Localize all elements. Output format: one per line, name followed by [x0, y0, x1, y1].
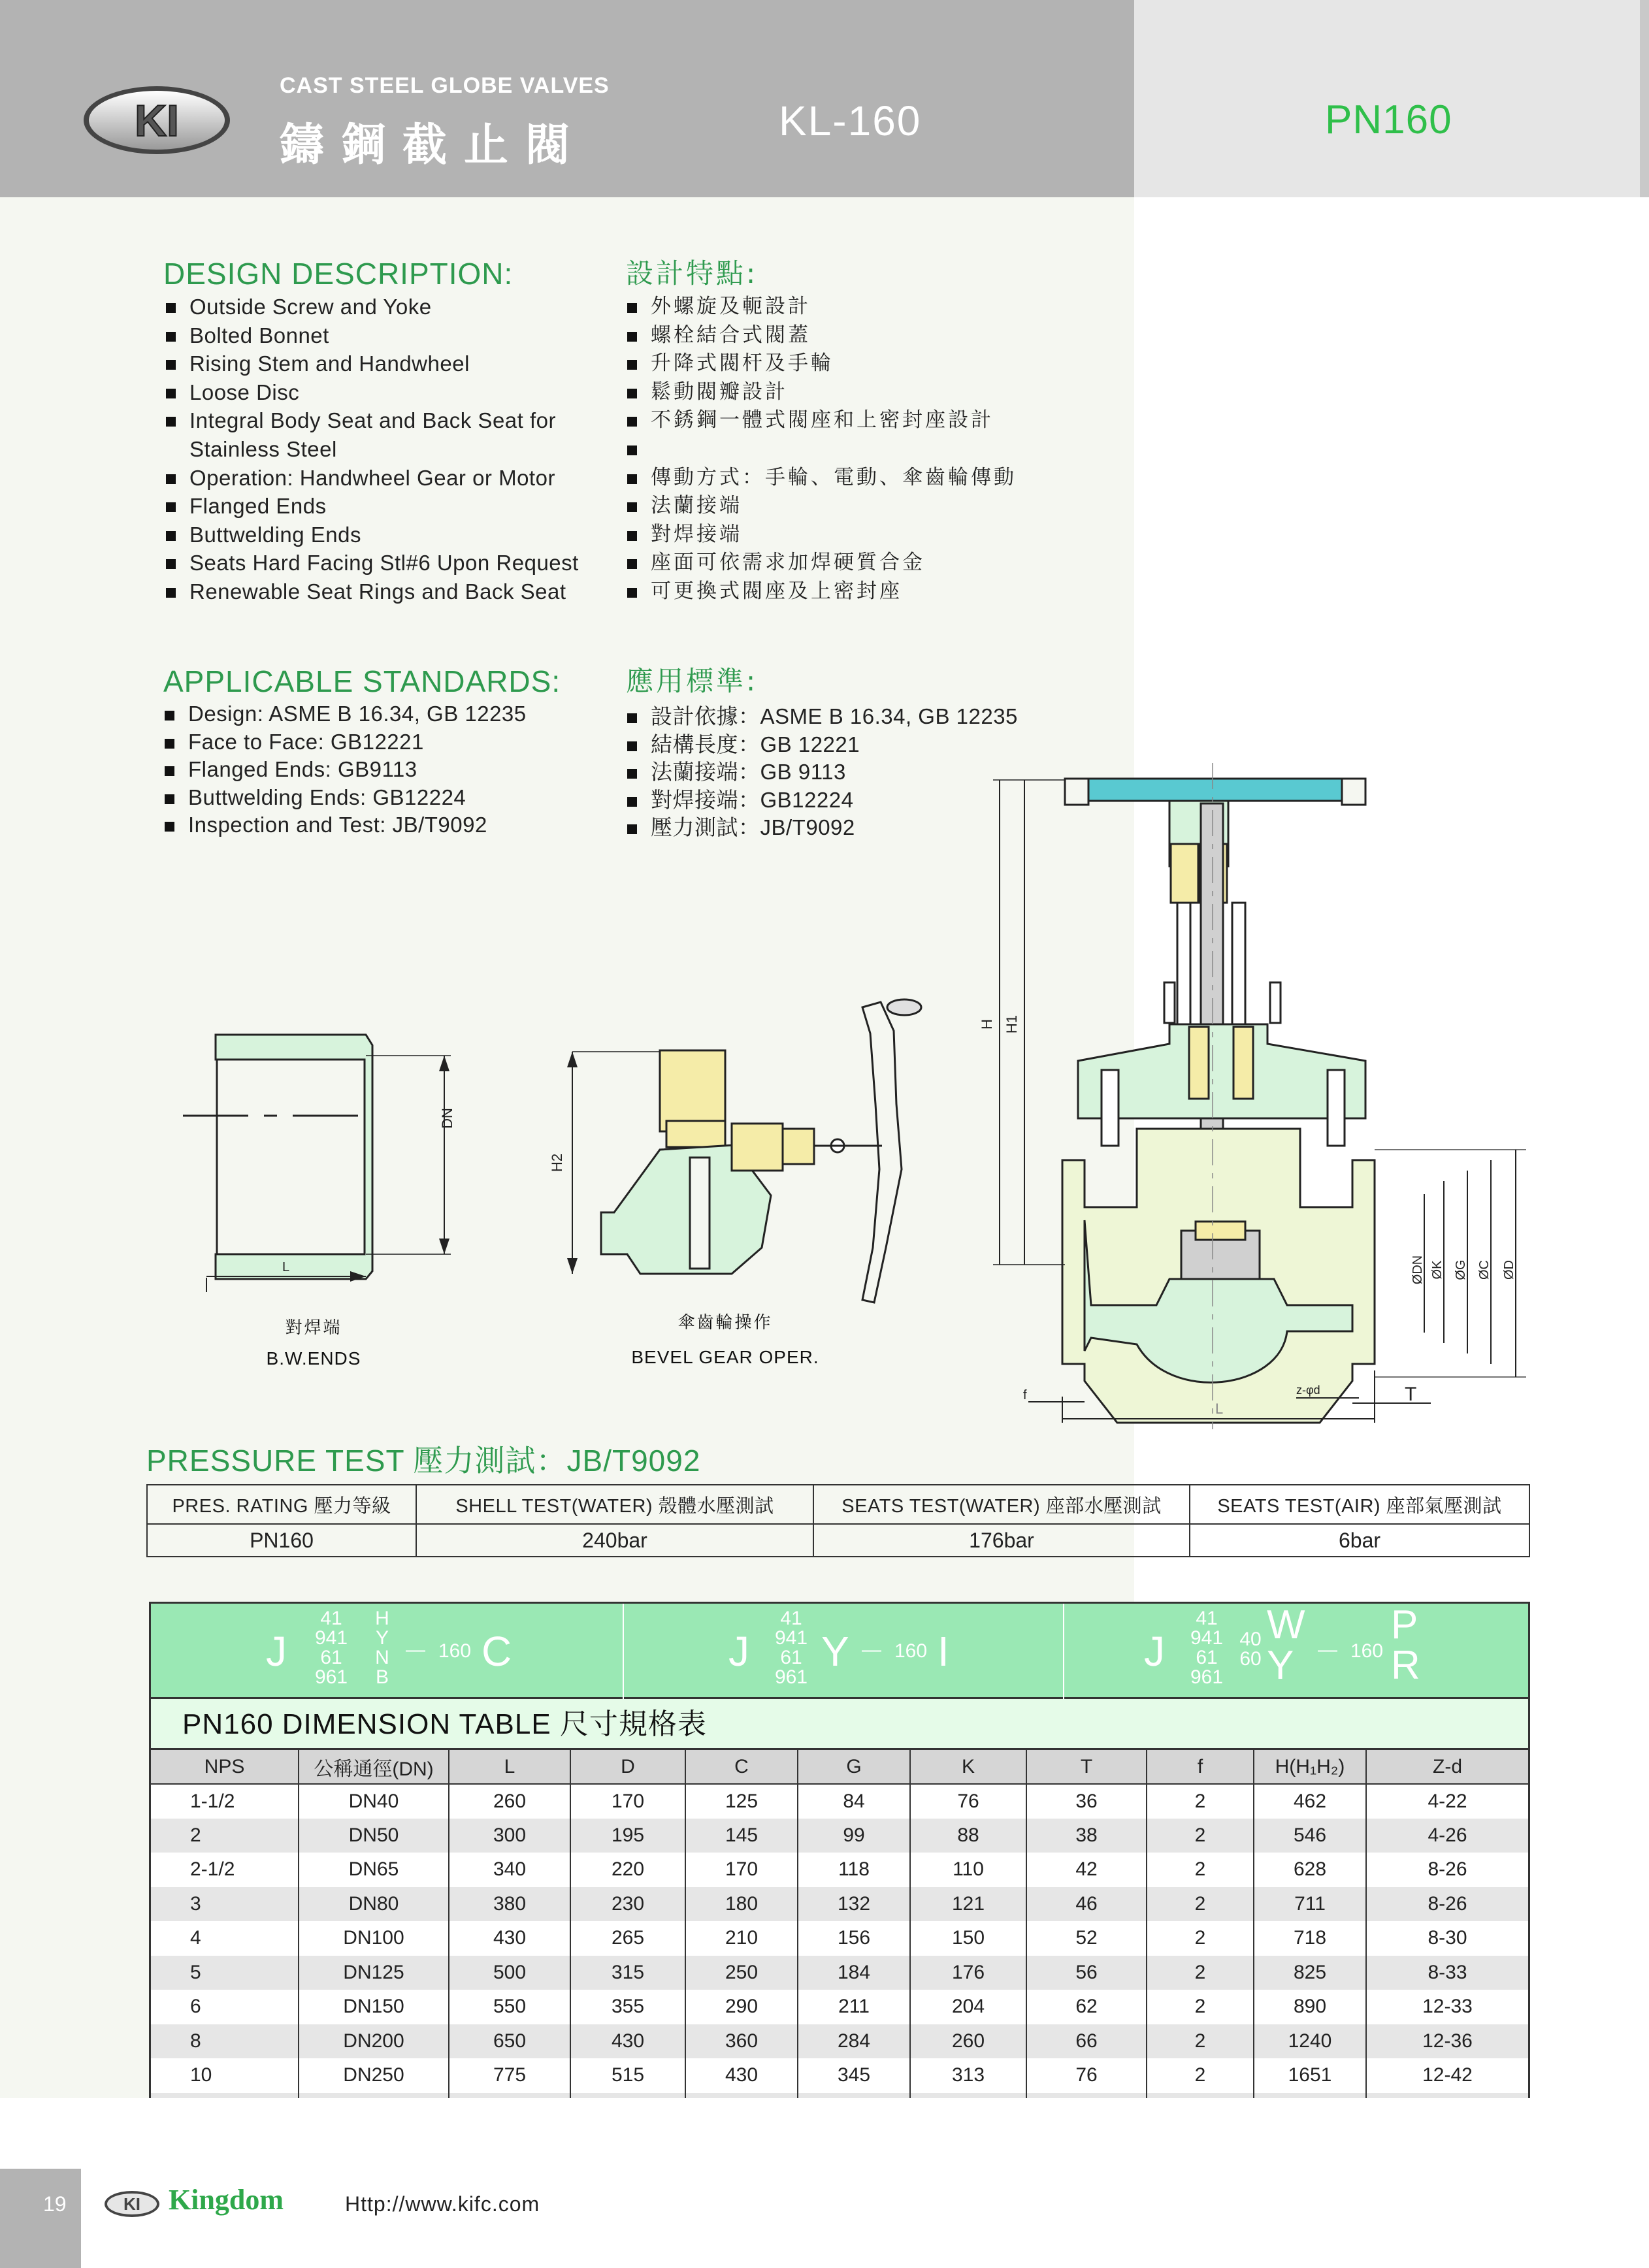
list-item: 對焊接端 [625, 521, 1095, 549]
list-item: Integral Body Seat and Back Seat for Stainless Steel [163, 406, 614, 463]
ki-logo-text: KI [135, 96, 179, 146]
table-cell: 2 [1147, 1921, 1254, 1956]
dim-dn-label: ØDN [1411, 1255, 1425, 1285]
code-prefix: J [1144, 1628, 1165, 1675]
dim-header-cell: G [798, 1750, 910, 1784]
table-cell: 345 [798, 2058, 910, 2093]
pt-value-row [147, 1524, 1529, 1557]
table-cell: DN250 [299, 2058, 449, 2093]
table-cell: 360 [685, 2024, 798, 2059]
list-item: 座面可依需求加焊硬質合金 [625, 549, 1095, 577]
table-row [151, 1956, 1528, 1990]
model-code-2 [624, 1604, 1064, 1699]
list-item: Loose Disc [163, 378, 614, 407]
list-item: Seats Hard Facing Stl#6 Upon Request [163, 549, 614, 577]
code-suffix: I [938, 1628, 949, 1675]
code-number: 160 [438, 1640, 472, 1662]
table-cell: 550 [449, 1990, 570, 2024]
dim-header-cell: D [570, 1750, 685, 1784]
table-cell: 8-30 [1366, 1921, 1528, 1956]
table-row [151, 1990, 1528, 2024]
table-cell: 46 [1026, 1887, 1147, 1922]
table-cell: 12-36 [1366, 2024, 1528, 2059]
f-label: f [1023, 1388, 1027, 1402]
list-item: 不銹鋼一體式閥座和上密封座設計 [625, 406, 1095, 435]
table-cell: DN100 [299, 1921, 449, 1956]
table-cell: 156 [798, 1921, 910, 1956]
h-label: H [979, 1019, 995, 1029]
table-cell: 176 [910, 1956, 1026, 1990]
list-item: 對焊接端：GB12224 [625, 786, 1095, 815]
kingdom-logo [103, 2190, 161, 2218]
table-cell: 62 [1026, 1990, 1147, 2024]
standards-list-en [162, 700, 606, 839]
code-number: 160 [894, 1640, 928, 1662]
table-cell: 546 [1254, 1819, 1366, 1853]
table-cell: 2 [1147, 1990, 1254, 2024]
code-seat: R [1391, 1643, 1420, 1688]
code-dash: — [1318, 1639, 1337, 1660]
list-item: Rising Stem and Handwheel [163, 349, 614, 378]
list-spacer [625, 435, 1095, 464]
table-cell: 230 [570, 1887, 685, 1922]
table-cell: 2 [1147, 1819, 1254, 1853]
table-cell: 430 [570, 2024, 685, 2059]
code-seat: P [1391, 1602, 1418, 1647]
title-chinese: 鑄鋼截止閥 [280, 120, 587, 171]
code-series: 941 [314, 1627, 348, 1649]
pressure-test-title: PRESSURE TEST 壓力測試：JB/T9092 [146, 1444, 701, 1478]
table-cell: 4-22 [1366, 1784, 1528, 1819]
design-list-zh [625, 293, 1095, 606]
dim-g-label: ØG [1454, 1259, 1468, 1280]
table-cell: 2 [1147, 1956, 1254, 1990]
pt-value-cell: 176bar [813, 1524, 1190, 1557]
table-cell: 515 [570, 2058, 685, 2093]
design-title-zh: 設計特點: [626, 257, 759, 289]
dim-c-label: ØC [1477, 1260, 1492, 1280]
h1-label: H1 [1004, 1014, 1020, 1034]
table-row [151, 1887, 1528, 1922]
code-number: 160 [1350, 1640, 1384, 1662]
dimension-table-block [149, 1602, 1530, 2129]
globe-valve-drawing [973, 763, 1548, 1436]
list-item: 升降式閥杆及手輪 [625, 349, 1095, 378]
dim-header-cell: Z-d [1366, 1750, 1528, 1784]
table-cell: 825 [1254, 1956, 1366, 1990]
table-cell: 42 [1026, 1853, 1147, 1887]
table-cell: 1-1/2 [151, 1784, 299, 1819]
table-cell: DN125 [299, 1956, 449, 1990]
table-cell: 56 [1026, 1956, 1147, 1990]
table-cell: 284 [798, 2024, 910, 2059]
table-cell: 1240 [1254, 2024, 1366, 2059]
website-url: Http://www.kifc.com [345, 2192, 540, 2216]
list-item: 鬆動閥瓣設計 [625, 378, 1095, 407]
l-main-label: L [1215, 1401, 1224, 1417]
table-cell: 12-42 [1366, 2058, 1528, 2093]
table-cell: 340 [449, 1853, 570, 1887]
table-cell: 4-26 [1366, 1819, 1528, 1853]
pressure-test-table [146, 1484, 1530, 1557]
code-prefix: J [266, 1628, 287, 1675]
table-row [151, 1853, 1528, 1887]
table-cell: 2 [1147, 2024, 1254, 2059]
dim-body [151, 1784, 1528, 2127]
model-code-1 [151, 1604, 624, 1699]
ki-logo [81, 84, 233, 157]
code-type: Y [375, 1627, 389, 1649]
list-item: Design: ASME B 16.34, GB 12235 [162, 700, 606, 728]
table-cell: 315 [570, 1956, 685, 1990]
list-item: Bolted Bonnet [163, 321, 614, 350]
model-code: KL-160 [779, 97, 922, 144]
pt-header-cell: SEATS TEST(AIR) 座部氣壓測試 [1190, 1485, 1529, 1524]
dim-header-cell: T [1026, 1750, 1147, 1784]
table-cell: 500 [449, 1956, 570, 1990]
table-cell: 150 [910, 1921, 1026, 1956]
dim-header-cell: f [1147, 1750, 1254, 1784]
zd-label: z-φd [1296, 1384, 1320, 1397]
code-series: 61 [320, 1647, 342, 1668]
table-cell: 250 [685, 1956, 798, 1990]
pt-header-cell: SHELL TEST(WATER) 殼體水壓測試 [416, 1485, 813, 1524]
code-series: 941 [774, 1627, 808, 1649]
table-cell: DN150 [299, 1990, 449, 2024]
list-item: 傳動方式：手輪、電動、傘齒輪傳動 [625, 464, 1095, 493]
model-code-row [151, 1604, 1528, 1699]
list-item: Inspection and Test: JB/T9092 [162, 811, 606, 839]
pt-header-cell: SEATS TEST(WATER) 座部水壓測試 [813, 1485, 1190, 1524]
bevel-gear-drawing [536, 973, 941, 1313]
code-prefix: J [728, 1628, 749, 1675]
design-list-en [163, 293, 614, 606]
table-cell: 430 [449, 1921, 570, 1956]
list-item: 螺栓結合式閥蓋 [625, 321, 1095, 350]
table-cell: 2 [1147, 1853, 1254, 1887]
pt-value-cell: PN160 [147, 1524, 416, 1557]
design-title-en: DESIGN DESCRIPTION: [163, 257, 514, 291]
pt-value-cell: 6bar [1190, 1524, 1529, 1557]
table-cell: DN40 [299, 1784, 449, 1819]
list-item: 結構長度：GB 12221 [625, 731, 1095, 759]
code-series: 961 [314, 1666, 348, 1688]
table-cell: 430 [685, 2058, 798, 2093]
table-cell: 10 [151, 2058, 299, 2093]
code-type: H [375, 1608, 389, 1629]
table-cell: 2 [1147, 1887, 1254, 1922]
table-cell: 132 [798, 1887, 910, 1922]
table-cell: DN50 [299, 1819, 449, 1853]
table-cell: 8 [151, 2024, 299, 2059]
table-cell: 1651 [1254, 2058, 1366, 2093]
code-series: 41 [780, 1608, 802, 1629]
table-cell: 265 [570, 1921, 685, 1956]
table-cell: DN200 [299, 2024, 449, 2059]
list-item: Flanged Ends [163, 492, 614, 521]
table-cell: 2 [151, 1819, 299, 1853]
table-cell: 2 [1147, 1784, 1254, 1819]
list-item: Operation: Handwheel Gear or Motor [163, 464, 614, 493]
table-cell: 650 [449, 2024, 570, 2059]
code-pressure: 60 [1239, 1648, 1262, 1670]
buttweld-end-drawing [170, 980, 483, 1293]
table-cell: 66 [1026, 2024, 1147, 2059]
table-cell: 12-33 [1366, 1990, 1528, 2024]
table-cell: 145 [685, 1819, 798, 1853]
code-type: Y [821, 1628, 849, 1675]
dim-header-cell: 公稱通徑(DN) [299, 1750, 449, 1784]
table-cell: 121 [910, 1887, 1026, 1922]
brand-name: Kingdom [169, 2184, 284, 2216]
bw-caption-en: B.W.ENDS [266, 1348, 361, 1369]
page-tab [0, 2169, 81, 2268]
header-edge [1640, 0, 1649, 197]
table-cell: 210 [685, 1921, 798, 1956]
pt-header-row [147, 1485, 1529, 1524]
table-cell: 220 [570, 1853, 685, 1887]
list-item: Outside Screw and Yoke [163, 293, 614, 321]
code-type: B [375, 1666, 389, 1688]
table-cell: 380 [449, 1887, 570, 1922]
pressure-rating: PN160 [1325, 97, 1452, 142]
table-cell: 211 [798, 1990, 910, 2024]
table-cell: 52 [1026, 1921, 1147, 1956]
table-cell: 99 [798, 1819, 910, 1853]
table-cell: 890 [1254, 1990, 1366, 2024]
list-item: Flanged Ends: GB9113 [162, 756, 606, 784]
table-cell: 8-26 [1366, 1853, 1528, 1887]
list-item: 外螺旋及軛設計 [625, 293, 1095, 321]
code-type: N [375, 1647, 389, 1668]
table-cell: 2 [1147, 2058, 1254, 2093]
t-label: T [1405, 1384, 1417, 1405]
code-pressure-stack [1235, 1630, 1265, 1669]
dim-header-row [151, 1750, 1528, 1784]
table-cell: 711 [1254, 1887, 1366, 1922]
list-item: 壓力測試：JB/T9092 [625, 814, 1095, 842]
code-series: 61 [780, 1647, 802, 1668]
code-suffix: C [482, 1628, 512, 1675]
code-series-stack [765, 1609, 817, 1687]
table-cell: 8-26 [1366, 1887, 1528, 1922]
kingdom-logo-text: KI [123, 2194, 140, 2214]
dim-header-cell: H(H₁H₂) [1254, 1750, 1366, 1784]
table-cell: 313 [910, 2058, 1026, 2093]
table-cell: 118 [798, 1853, 910, 1887]
pt-value-cell: 240bar [416, 1524, 813, 1557]
table-cell: 170 [570, 1784, 685, 1819]
dimension-table-title: PN160 DIMENSION TABLE 尺寸規格表 [151, 1699, 1528, 1750]
code-dash: — [862, 1639, 881, 1660]
table-cell: 36 [1026, 1784, 1147, 1819]
table-cell: 5 [151, 1956, 299, 1990]
dim-header-cell: K [910, 1750, 1026, 1784]
table-row [151, 2058, 1528, 2093]
table-cell: 3 [151, 1887, 299, 1922]
list-item: 法蘭接端：GB 9113 [625, 758, 1095, 786]
code-series: 41 [1196, 1608, 1218, 1629]
table-cell: 260 [449, 1784, 570, 1819]
dn-label: DN [439, 1108, 455, 1129]
table-cell: 38 [1026, 1819, 1147, 1853]
table-cell: 184 [798, 1956, 910, 1990]
bevel-caption-en: BEVEL GEAR OPER. [631, 1347, 819, 1367]
code-series: 961 [1190, 1666, 1224, 1688]
dim-d-label: ØD [1502, 1260, 1516, 1280]
list-item: 設計依據：ASME B 16.34, GB 12235 [625, 703, 1095, 731]
table-row [151, 1819, 1528, 1853]
table-cell: 290 [685, 1990, 798, 2024]
list-item: Buttwelding Ends [163, 521, 614, 549]
table-cell: 355 [570, 1990, 685, 2024]
code-series: 941 [1190, 1627, 1224, 1649]
table-cell: 2-1/2 [151, 1853, 299, 1887]
table-cell: 125 [685, 1784, 798, 1819]
table-cell: 110 [910, 1853, 1026, 1887]
dimension-table [151, 1750, 1528, 2127]
code-type-stack [1267, 1602, 1305, 1688]
table-cell: 204 [910, 1990, 1026, 2024]
code-series-stack [305, 1609, 357, 1687]
code-series: 61 [1196, 1647, 1218, 1668]
model-code-3 [1064, 1604, 1532, 1699]
code-type: W [1267, 1602, 1305, 1647]
table-cell: 195 [570, 1819, 685, 1853]
table-cell: 76 [1026, 2058, 1147, 2093]
code-pressure: 40 [1239, 1628, 1262, 1650]
list-item: Buttwelding Ends: GB12224 [162, 784, 606, 812]
bevel-caption-zh: 傘齒輪操作 [678, 1313, 773, 1333]
table-cell: 628 [1254, 1853, 1366, 1887]
table-cell: 6 [151, 1990, 299, 2024]
table-cell: 76 [910, 1784, 1026, 1819]
table-row [151, 1921, 1528, 1956]
table-cell: 260 [910, 2024, 1026, 2059]
code-type-stack [369, 1609, 395, 1687]
table-cell: 180 [685, 1887, 798, 1922]
l-label: L [282, 1260, 290, 1274]
table-cell: 718 [1254, 1921, 1366, 1956]
dim-header-cell: NPS [151, 1750, 299, 1784]
table-cell: 4 [151, 1921, 299, 1956]
code-series: 961 [774, 1666, 808, 1688]
table-cell: 84 [798, 1784, 910, 1819]
code-seat-stack [1391, 1602, 1420, 1688]
h2-label: H2 [549, 1153, 565, 1173]
list-item: Renewable Seat Rings and Back Seat [163, 577, 614, 606]
title-english: CAST STEEL GLOBE VALVES [280, 73, 610, 98]
page-number: 19 [43, 2192, 67, 2216]
pt-header-cell: PRES. RATING 壓力等級 [147, 1485, 416, 1524]
table-cell: 88 [910, 1819, 1026, 1853]
list-item: 可更換式閥座及上密封座 [625, 577, 1095, 606]
table-row [151, 1784, 1528, 1819]
standards-title-en: APPLICABLE STANDARDS: [163, 664, 561, 698]
table-cell: 8-33 [1366, 1956, 1528, 1990]
table-cell: 775 [449, 2058, 570, 2093]
list-item: 法蘭接端 [625, 492, 1095, 521]
standards-title-zh: 應用標準: [626, 665, 759, 697]
code-type: Y [1267, 1643, 1294, 1688]
table-cell: DN80 [299, 1887, 449, 1922]
list-item: Face to Face: GB12221 [162, 728, 606, 756]
table-cell: 300 [449, 1819, 570, 1853]
table-cell: 170 [685, 1853, 798, 1887]
table-cell: DN65 [299, 1853, 449, 1887]
dim-k-label: ØK [1430, 1260, 1445, 1280]
dim-header-cell: L [449, 1750, 570, 1784]
dim-header-cell: C [685, 1750, 798, 1784]
code-series: 41 [320, 1608, 342, 1629]
table-row [151, 2024, 1528, 2059]
bw-caption-zh: 對焊端 [285, 1318, 342, 1338]
code-dash: — [406, 1639, 425, 1660]
code-series-stack [1181, 1609, 1233, 1687]
table-cell: 462 [1254, 1784, 1366, 1819]
